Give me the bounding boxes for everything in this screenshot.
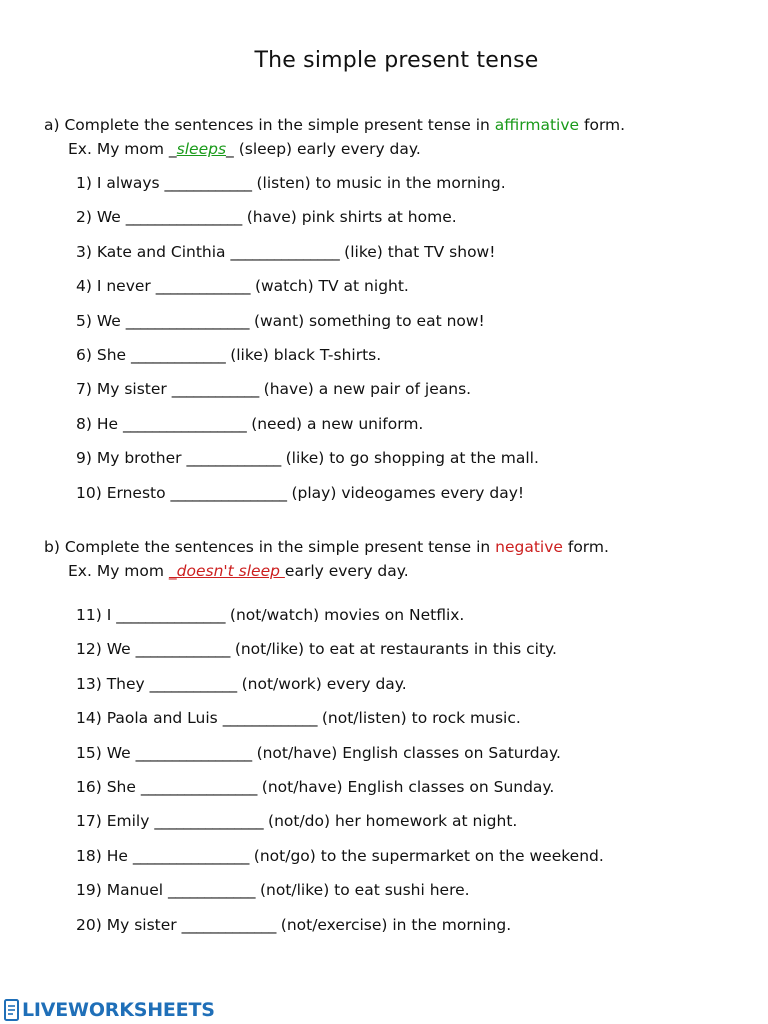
answer-blank[interactable]: _________________	[123, 414, 247, 433]
item-prompt: (want) something to eat now!	[253, 311, 485, 330]
item-subject: I	[106, 606, 112, 624]
item-prompt: (not/go) to the supermarket on the weekend.	[253, 846, 604, 865]
instruction-suffix: form.	[579, 116, 626, 134]
section-a-example	[68, 140, 421, 158]
item-subject: Emily	[106, 812, 150, 831]
item-subject: We	[96, 311, 121, 330]
item-prompt: (not/watch) movies on Netflix.	[229, 606, 465, 624]
exercise-item	[76, 640, 557, 658]
answer-blank[interactable]: ____________	[164, 174, 252, 192]
answer-blank[interactable]: _________________	[125, 311, 250, 330]
item-subject: She	[106, 778, 136, 796]
item-number: 20)	[76, 915, 102, 934]
exercise-item	[76, 415, 423, 433]
exercise-item	[76, 277, 409, 295]
answer-blank[interactable]: ________________	[125, 208, 242, 227]
item-number: 5)	[76, 311, 92, 330]
exercise-item	[76, 847, 604, 865]
item-number: 15)	[76, 743, 102, 762]
answer-blank[interactable]: ________________	[135, 743, 252, 762]
exercise-item	[76, 346, 381, 364]
exercise-item	[76, 208, 457, 226]
item-number: 7)	[76, 380, 92, 399]
item-number: 17)	[76, 812, 102, 831]
keyword-affirmative: affirmative	[494, 116, 580, 134]
item-subject: We	[106, 640, 131, 659]
item-subject: My brother	[96, 449, 182, 468]
item-subject: I never	[96, 277, 151, 296]
section-b-instruction	[44, 538, 609, 556]
item-prompt: (not/like) to eat at restaurants in this city.	[234, 640, 557, 659]
answer-blank[interactable]: _____________	[186, 449, 281, 468]
exercise-item	[76, 449, 539, 467]
item-number: 3)	[76, 242, 92, 261]
section-a-instruction	[44, 116, 625, 134]
exercise-item	[76, 812, 517, 830]
answer-blank[interactable]: ________________	[170, 483, 287, 502]
answer-blank[interactable]: _______________	[154, 812, 264, 831]
answer-blank[interactable]: ________________	[132, 846, 249, 865]
item-prompt: (not/have) English classes on Sunday.	[261, 778, 555, 796]
exercise-item	[76, 174, 506, 192]
page-title: The simple present tense	[254, 48, 539, 73]
answer-blank[interactable]: ________________	[140, 778, 257, 796]
item-number: 13)	[76, 674, 102, 693]
item-subject: Manuel	[106, 881, 164, 900]
exercise-item	[76, 744, 561, 762]
answer-blank[interactable]: _____________	[181, 915, 276, 934]
example-suffix: early every day.	[284, 562, 409, 580]
instruction-prefix: b) Complete the sentences in the simple present tense in	[44, 538, 496, 556]
instruction-suffix: form.	[562, 538, 609, 556]
item-subject: Ernesto	[106, 483, 166, 502]
item-prompt: (not/like) to eat sushi here.	[259, 881, 470, 900]
example-answer: _doesn't sleep	[168, 562, 285, 580]
exercise-item	[76, 312, 485, 330]
exercise-item	[76, 380, 471, 398]
answer-blank[interactable]: ____________	[171, 380, 259, 399]
brand-text: LIVEWORKSHEETS	[22, 999, 215, 1021]
item-subject: He	[96, 414, 119, 433]
item-prompt: (play) videogames every day!	[291, 483, 525, 502]
item-prompt: (like) black T-shirts.	[230, 346, 382, 364]
item-number: 4)	[76, 277, 92, 296]
item-number: 19)	[76, 881, 102, 900]
answer-blank[interactable]: _____________	[135, 640, 230, 659]
item-prompt: (not/listen) to rock music.	[321, 709, 521, 728]
item-number: 10)	[76, 483, 102, 502]
instruction-prefix: a) Complete the sentences in the simple present tense in	[44, 116, 495, 134]
answer-blank[interactable]: ____________	[149, 674, 237, 693]
item-prompt: (listen) to music in the morning.	[256, 174, 506, 192]
item-number: 1)	[76, 174, 92, 192]
item-number: 18)	[76, 846, 102, 865]
item-subject: Paola and Luis	[106, 709, 218, 728]
item-number: 14)	[76, 709, 102, 728]
item-number: 6)	[76, 346, 92, 364]
item-prompt: (like) to go shopping at the mall.	[285, 449, 539, 468]
item-subject: My sister	[106, 915, 177, 934]
item-subject: He	[106, 846, 128, 865]
exercise-item	[76, 709, 521, 727]
answer-blank[interactable]: _______________	[230, 242, 340, 261]
keyword-negative: negative	[495, 538, 563, 556]
example-answer: sleeps	[176, 140, 227, 158]
item-number: 12)	[76, 640, 102, 659]
item-subject: We	[106, 743, 131, 762]
item-subject: I always	[96, 174, 160, 192]
example-prefix: Ex. My mom _	[68, 140, 177, 158]
item-number: 16)	[76, 778, 102, 796]
liveworksheets-logo-icon	[4, 999, 19, 1021]
item-prompt: (watch) TV at night.	[254, 277, 409, 296]
item-subject: They	[106, 674, 145, 693]
item-subject: My sister	[96, 380, 167, 399]
item-subject: She	[96, 346, 127, 364]
example-prefix: Ex. My mom	[68, 562, 169, 580]
answer-blank[interactable]: _____________	[222, 709, 317, 728]
example-suffix: _ (sleep) early every day.	[226, 140, 421, 158]
exercise-item	[76, 675, 407, 693]
item-prompt: (need) a new uniform.	[251, 414, 424, 433]
item-number: 2)	[76, 208, 92, 227]
exercise-item	[76, 606, 464, 624]
exercise-item	[76, 484, 524, 502]
item-subject: Kate and Cinthia	[96, 242, 226, 261]
answer-blank[interactable]: _____________	[131, 346, 226, 364]
footer-brand	[4, 996, 215, 1024]
answer-blank[interactable]: ____________	[168, 881, 256, 900]
exercise-item	[76, 916, 511, 934]
item-prompt: (like) that TV show!	[344, 242, 496, 261]
answer-blank[interactable]: _______________	[116, 606, 225, 624]
item-number: 8)	[76, 414, 92, 433]
item-subject: We	[96, 208, 121, 227]
item-prompt: (not/work) every day.	[241, 674, 407, 693]
item-prompt: (have) a new pair of jeans.	[263, 380, 472, 399]
item-prompt: (not/do) her homework at night.	[268, 812, 518, 831]
item-number: 11)	[76, 606, 102, 624]
answer-blank[interactable]: _____________	[155, 277, 250, 296]
item-number: 9)	[76, 449, 92, 468]
exercise-item	[76, 778, 554, 796]
item-prompt: (not/exercise) in the morning.	[280, 915, 512, 934]
section-b-example	[68, 562, 409, 580]
item-prompt: (not/have) English classes on Saturday.	[256, 743, 561, 762]
exercise-item	[76, 243, 495, 261]
exercise-item	[76, 881, 470, 899]
item-prompt: (have) pink shirts at home.	[246, 208, 457, 227]
